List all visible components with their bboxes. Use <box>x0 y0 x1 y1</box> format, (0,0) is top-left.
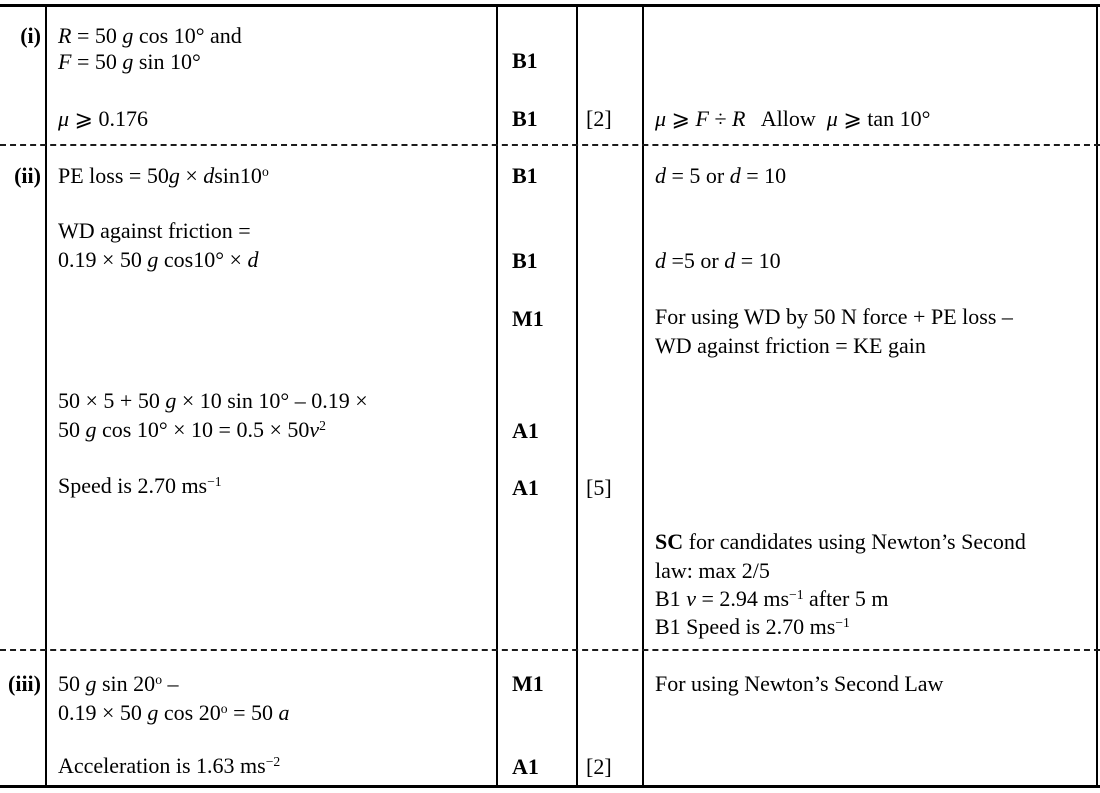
part-label-i: (i) <box>20 23 41 48</box>
working-line: μ ⩾ 0.176 <box>58 106 148 131</box>
total-marks: [5] <box>586 475 612 500</box>
comment-line: B1 v = 2.94 $ms^{-1}$ after 5 m <box>655 586 889 611</box>
total-marks: [2] <box>586 754 612 779</box>
working-line: 0.19 × 50 g cos10° × d <box>58 247 259 272</box>
mark-label: B1 <box>512 48 538 73</box>
mark-label: A1 <box>512 754 539 779</box>
working-line: Acceleration is 1.63 $ms^{-2}$ <box>58 753 281 778</box>
table-top-border <box>0 4 1100 7</box>
table-right-border <box>1096 4 1098 787</box>
mark-label: M1 <box>512 306 544 331</box>
working-line: R = 50 g cos 10° and <box>58 23 242 48</box>
mark-label: M1 <box>512 671 544 696</box>
row-divider-ii-iii <box>0 649 1100 651</box>
row-divider-i-ii <box>0 144 1100 146</box>
part-label-iii: (iii) <box>8 671 41 696</box>
working-line: Speed is 2.70 $ms^{-1}$ <box>58 473 222 498</box>
working-line: F = 50 g sin 10° <box>58 49 201 74</box>
working-line: 0.19 × 50 g $\cos 20^o = 50$ a <box>58 700 290 725</box>
comment-line: d =5 or d = 10 <box>655 248 781 273</box>
comment-line: B1 Speed is 2.70 $ms^{-1}$ <box>655 614 850 639</box>
mark-label: B1 <box>512 163 538 188</box>
comment-line: μ ⩾ F ÷ R Allow μ ⩾ tan 10° <box>655 106 931 131</box>
working-line: 50 × 5 + 50 g × 10 sin 10° – 0.19 × <box>58 388 368 413</box>
total-marks: [2] <box>586 106 612 131</box>
working-line: 50 g $\cos 10^\circ \times 10 = 0.5 \times 50v^2$ <box>58 417 326 442</box>
working-line: PE loss = $50g \times dsin10^o$ <box>58 163 269 188</box>
comment-line: WD against friction = KE gain <box>655 333 926 358</box>
comment-line: law: max 2/5 <box>655 558 770 583</box>
column-divider-marks <box>496 4 498 787</box>
column-divider-part <box>45 4 47 787</box>
mark-label: B1 <box>512 106 538 131</box>
mark-label: B1 <box>512 248 538 273</box>
comment-line: For using WD by 50 N force + PE loss – <box>655 304 1013 329</box>
table-bottom-border <box>0 785 1100 788</box>
comment-line: d = 5 or d = 10 <box>655 163 787 188</box>
column-divider-total <box>576 4 578 787</box>
working-line: WD against friction = <box>58 218 251 243</box>
comment-line: For using Newton’s Second Law <box>655 671 944 696</box>
working-line: 50 g sin 20$^o$ – <box>58 671 179 696</box>
mark-label: A1 <box>512 418 539 443</box>
mark-label: A1 <box>512 475 539 500</box>
column-divider-comments <box>642 4 644 787</box>
comment-line: SC for candidates using Newton’s Second <box>655 529 1026 554</box>
part-label-ii: (ii) <box>14 163 41 188</box>
